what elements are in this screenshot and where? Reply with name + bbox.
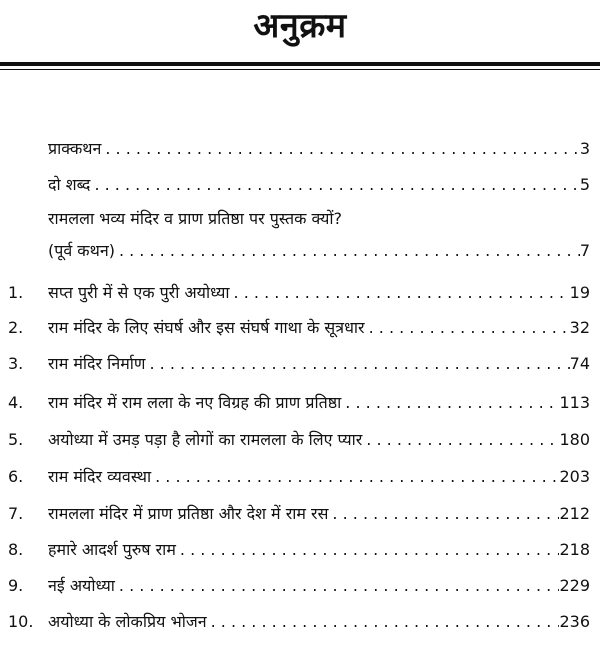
toc-page-number: 32 [569,318,590,337]
dot-leader [362,427,559,453]
dot-leader [115,238,580,264]
toc-chapter-6[interactable] [0,464,600,490]
toc-chapter-number: 3. [8,354,24,373]
toc-entry-text: अयोध्या में उमड़ पड़ा है लोगों का रामलला के लिए प्यार [48,430,363,449]
toc-entry-do-shabd[interactable] [0,172,600,198]
toc-entry-text: राम मंदिर निर्माण [48,354,146,373]
page-title: अनुक्रम [253,6,347,46]
toc-page-number: 113 [559,393,590,412]
dot-leader [176,537,560,563]
dot-leader [151,464,559,490]
dot-leader [101,136,579,162]
toc-chapter-number: 7. [8,504,24,523]
dot-leader [145,351,569,377]
dot-leader [207,609,560,635]
toc-page-number: 229 [559,576,590,595]
toc-chapter-9[interactable] [0,573,600,599]
toc-chapter-number: 9. [8,576,24,595]
toc-entry-text: दो शब्द [48,175,91,194]
dot-leader [341,390,559,416]
toc-entry-text: रामलला मंदिर में प्राण प्रतिष्ठा और देश में राम रस [48,504,329,523]
toc-chapter-2[interactable] [0,315,600,341]
toc-entry-text: राम मंदिर के लिए संघर्ष और इस संघर्ष गाथा के सूत्रधार [48,318,365,337]
toc-chapter-number: 8. [8,540,24,559]
toc-entry-prakkathan[interactable] [0,136,600,162]
toc-entry-text: राम मंदिर व्यवस्था [48,467,152,486]
toc-entry-text: रामलला भव्य मंदिर व प्राण प्रतिष्ठा पर पुस्तक क्यों? [48,209,343,228]
toc-entry-text: राम मंदिर में राम लला के नए विग्रह की प्राण प्रतिष्ठा [48,393,342,412]
toc-page-number: 3 [579,139,590,158]
toc-chapter-8[interactable] [0,537,600,563]
dot-leader [115,573,560,599]
toc-chapter-number: 1. [8,283,24,302]
title-rule-thick [0,62,600,66]
dot-leader [90,172,579,198]
toc-chapter-number: 4. [8,393,24,412]
toc-page-number: 236 [559,612,590,631]
dot-leader [365,315,570,341]
title-rule-thin [0,69,600,70]
dot-leader [328,501,559,527]
toc-chapter-1[interactable] [0,280,600,306]
toc-entry-preface-line2[interactable] [0,238,600,264]
dot-leader [230,280,570,306]
toc-page-number: 74 [569,354,590,373]
toc-page-number: 218 [559,540,590,559]
toc-chapter-10[interactable] [0,609,600,635]
toc-entry-text: (पूर्व कथन) [48,241,115,260]
toc-chapter-number: 2. [8,318,24,337]
toc-page-number: 212 [559,504,590,523]
toc-entry-text: हमारे आदर्श पुरुष राम [48,540,176,559]
toc-page-number: 7 [579,241,590,260]
toc-entry-text: सप्त पुरी में से एक पुरी अयोध्या [48,283,230,302]
toc-entry-text: अयोध्या के लोकप्रिय भोजन [48,612,207,631]
toc-chapter-4[interactable] [0,390,600,416]
toc-page-number: 5 [579,175,590,194]
toc-page-number: 203 [559,467,590,486]
toc-chapter-number: 5. [8,430,24,449]
toc-chapter-number: 6. [8,467,24,486]
toc-chapter-3[interactable] [0,351,600,377]
toc-entry-text: नई अयोध्या [48,576,115,595]
toc-chapter-number: 10. [8,612,34,631]
toc-entry-text: प्राक्कथन [48,139,102,158]
toc-chapter-7[interactable] [0,501,600,527]
toc-page-number: 180 [559,430,590,449]
toc-entry-preface-line1[interactable] [0,206,600,232]
toc-page-number: 19 [569,283,590,302]
toc-chapter-5[interactable] [0,427,600,453]
